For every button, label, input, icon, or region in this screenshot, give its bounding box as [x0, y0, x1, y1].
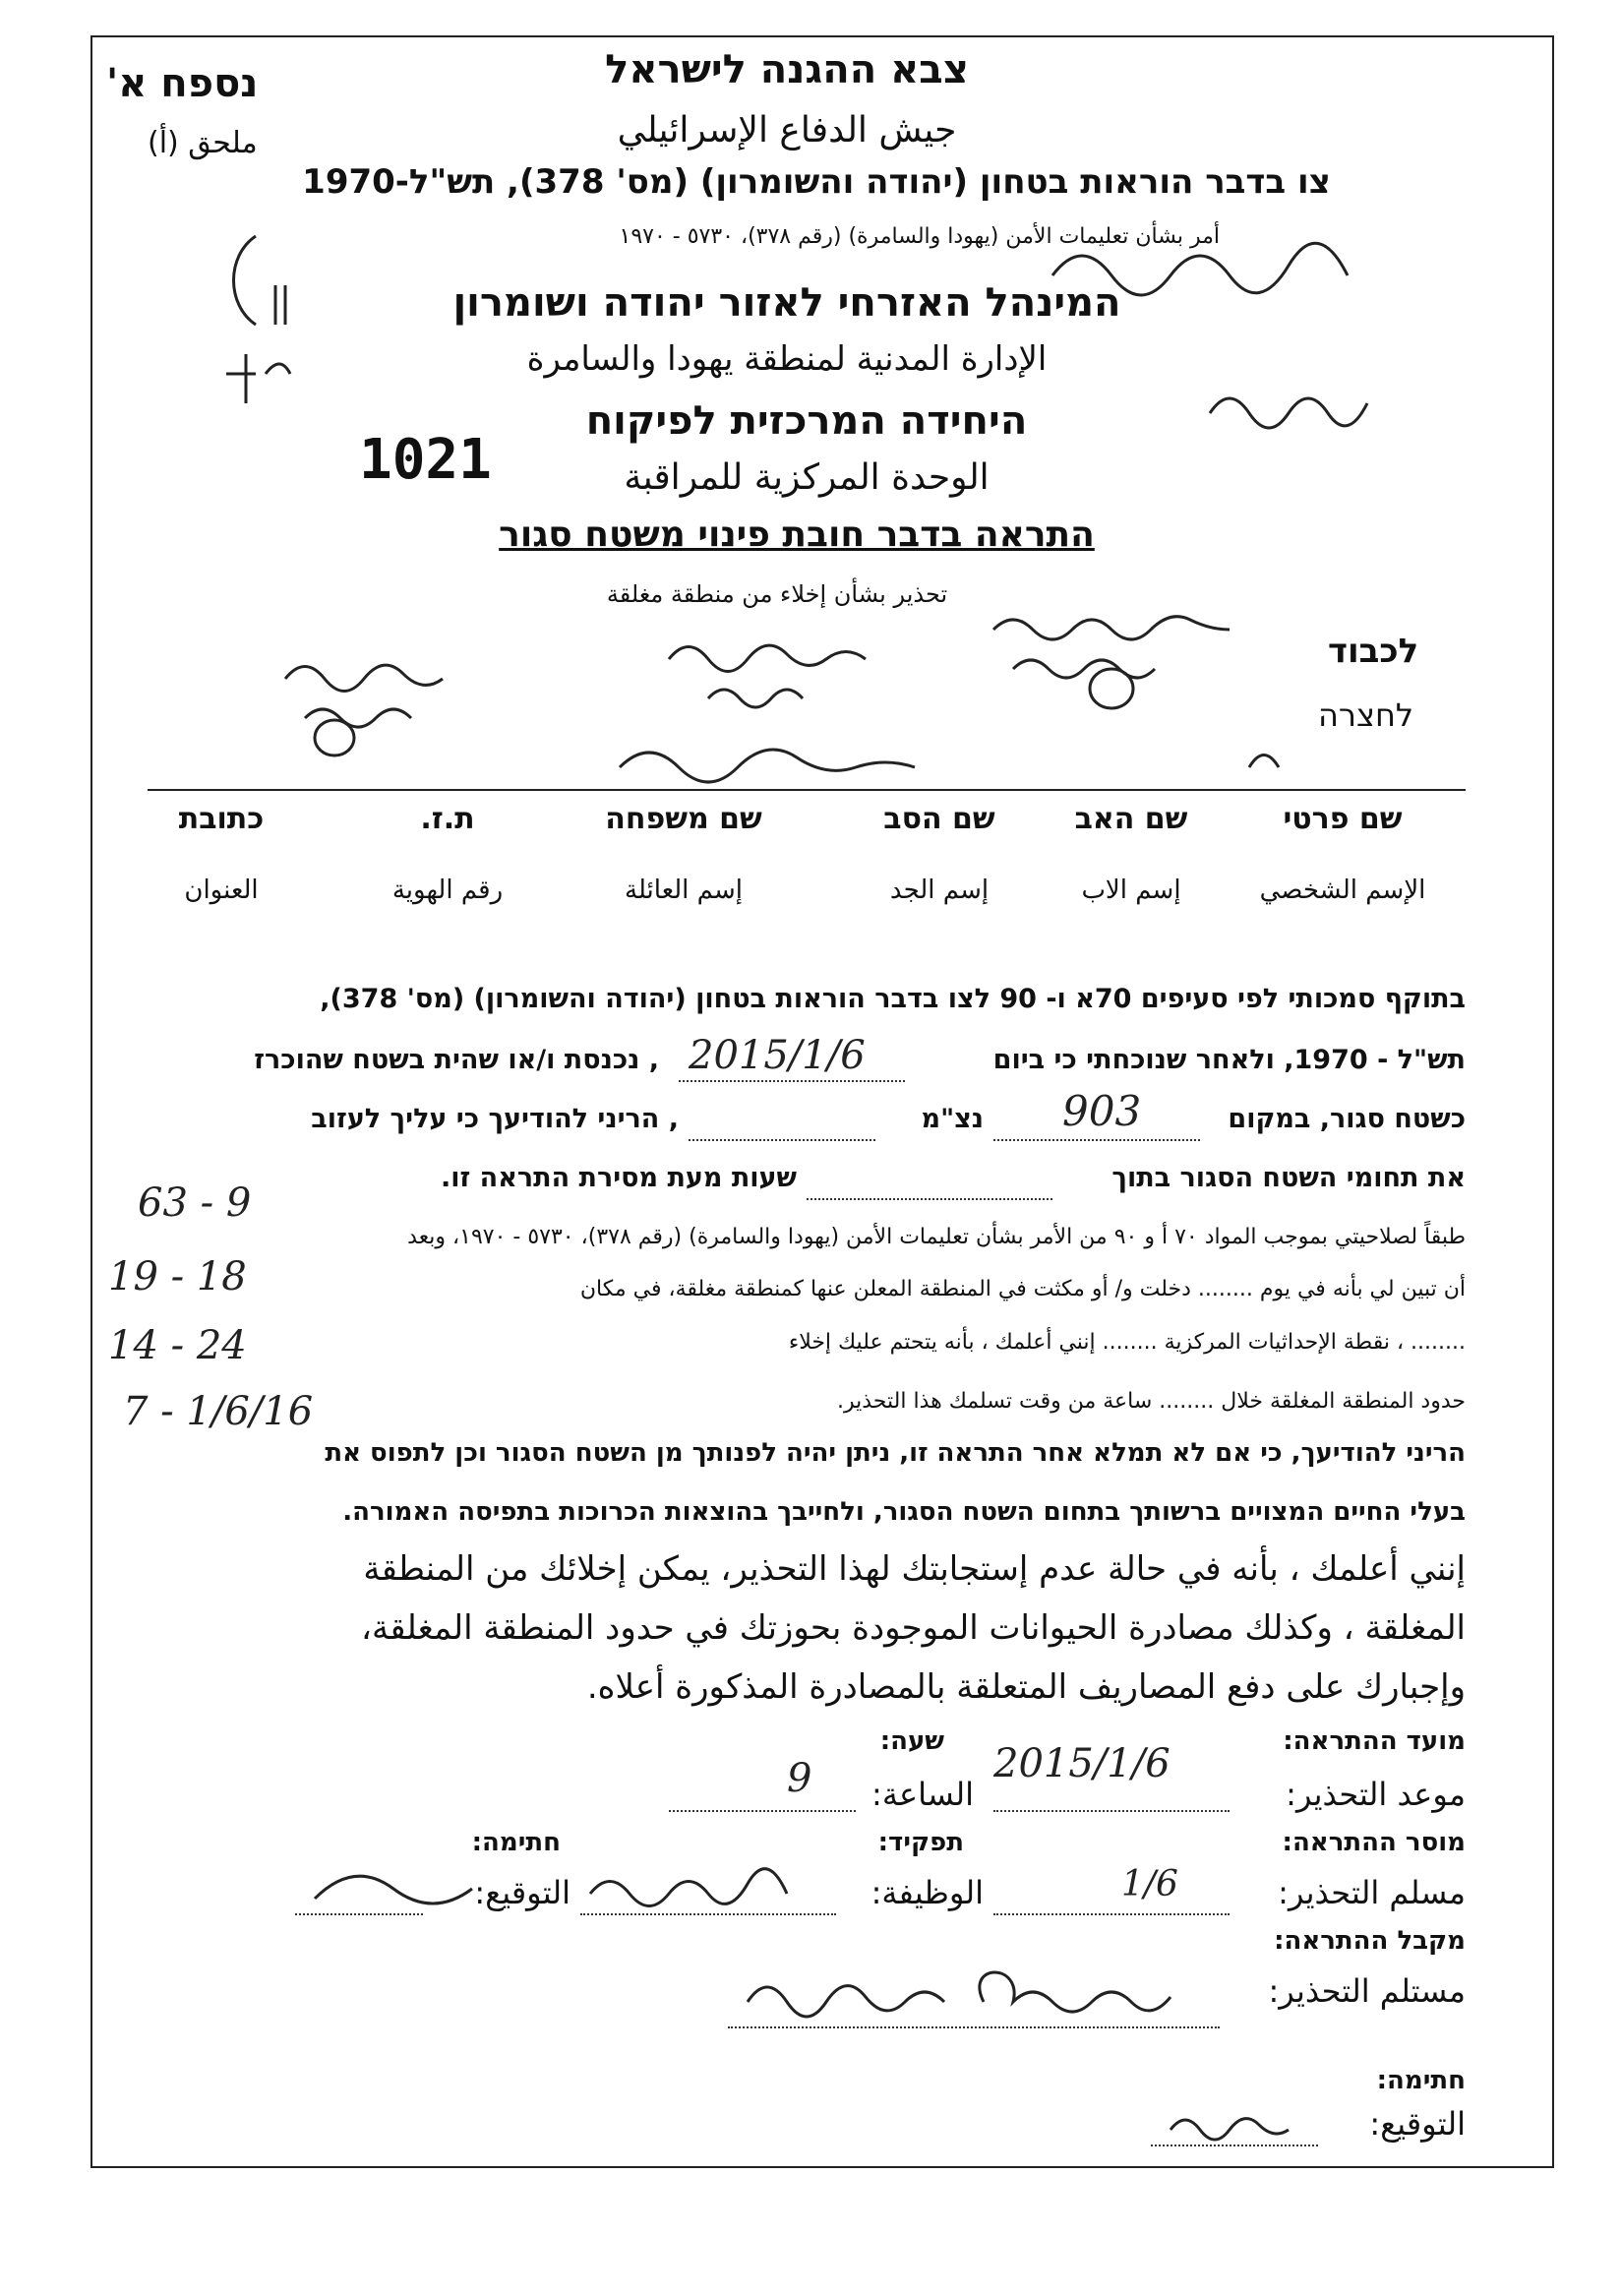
coords-blank [689, 1139, 875, 1141]
handwritten-date: 2015/1/6 [689, 1033, 866, 1078]
hour-label-ar: الساعة: [871, 1776, 974, 1813]
body-he-line3-c: , הריני להודיעך כי עליך לעזוב [311, 1104, 679, 1134]
body-ar-p2-line3: وإجبارك على دفع المصاريف المتعلقة بالمصادرة المذكورة أعلاه. [586, 1667, 1466, 1707]
col-family-name-ar: إسم العائلة [625, 876, 743, 905]
annex-label-he: נספח א' [106, 61, 259, 106]
hour-blank [669, 1810, 856, 1812]
receiver-name-handwritten [728, 1953, 1220, 2031]
body-ar-p2-line1: إنني أعلمك ، بأنه في حالة عدم إستجابتك لهذا التحذير، يمكن إخلائك من المنطقة [363, 1549, 1466, 1589]
order-title-he: צו בדבר הוראות בטחון (יהודה והשומרון) (מס' 378), תש"ל-1970 [302, 162, 1331, 202]
place-blank [993, 1139, 1200, 1141]
body-he-line1: בתוקף סמכותי לפי סעיפים 70א ו- 90 לצו בדבר הוראות בטחון (יהודה והשומרון) (מס' 378), [320, 984, 1466, 1014]
col-father-name-ar: إسم الاب [1081, 876, 1181, 905]
receiver-label-ar: مستلم التحذير: [1268, 1972, 1466, 2010]
col-address-ar: العنوان [184, 876, 259, 905]
col-grandfather-name-ar: إسم الجد [889, 876, 990, 905]
handwritten-place: 903 [1062, 1087, 1142, 1135]
body-he-line3-a: כשטח סגור, במקום [1228, 1104, 1466, 1134]
role-label-he: תפקיד: [877, 1828, 964, 1857]
body-he-line4-a: את תחומי השטח הסגור בתוך [1111, 1163, 1466, 1193]
col-first-name-he: שם פרטי [1283, 802, 1403, 836]
sign2-label-ar: التوقيع: [1369, 2105, 1466, 2143]
handwritten-note-1: 63 - 9 [138, 1180, 252, 1226]
handwritten-note-3: 14 - 24 [108, 1323, 247, 1368]
body-he-line4-b: שעות מעת מסירת התראה זו. [440, 1163, 797, 1193]
body-he-p2-line1: הריני להודיעך, כי אם לא תמלא אחר התראה זו, ניתן יהיה לפנותך מן השטח הסגור וכן לתפוס את [325, 1438, 1466, 1468]
body-ar-line1: طبقاً لصلاحيتي بموجب المواد ٧٠ أ و ٩٠ من الأمر بشأن تعليمات الأمن (يهودا والسامرة) (رقم ٣٧٨)، ٥٧٣٠ - ١٩٧٠، وبعد [407, 1225, 1466, 1249]
supervision-unit-ar: الوحدة المركزية للمراقبة [624, 457, 990, 498]
hours-blank [807, 1198, 1052, 1200]
col-first-name-ar: الإسم الشخصي [1259, 876, 1426, 905]
hour-label-he: שעה: [879, 1726, 944, 1756]
handwritten-deliverer: 1/6 [1121, 1864, 1178, 1904]
handwritten-hour: 9 [787, 1756, 812, 1801]
deliverer-signature [295, 1849, 846, 1918]
handwritten-note-4: 7 - 1/6/16 [123, 1389, 314, 1434]
handwritten-side-marks [216, 226, 305, 423]
col-grandfather-name-he: שם הסב [883, 802, 995, 836]
body-ar-line4: حدود المنطقة المغلقة خلال ........ ساعة من وقت تسلمك هذا التحذير. [837, 1389, 1466, 1414]
warning-title-ar: تحذير بشأن إخلاء من منطقة مغلقة [606, 580, 948, 608]
receiver-blank [728, 2026, 1220, 2028]
receiver-signature [1161, 2095, 1308, 2145]
date-blank [679, 1080, 905, 1082]
col-id-he: ת.ז. [420, 802, 475, 836]
warning-time-label-he: מועד ההתראה: [1283, 1726, 1466, 1756]
handwritten-top-right [1033, 216, 1426, 512]
receiver-label-he: מקבל ההתראה: [1274, 1926, 1466, 1956]
deliverer-label-he: מוסר ההתראה: [1282, 1828, 1466, 1857]
body-he-line2-b: , נכנסת ו/או שהית בשטח שהוכרז [254, 1045, 659, 1075]
idf-title-ar: جيش الدفاع الإسرائيلي [617, 110, 957, 151]
body-ar-line2: أن تبين لي بأنه في يوم ........ دخلت و/ أو مكثت في المنطقة المعلن عنها كمنطقة مغلقة، في مكان [579, 1277, 1466, 1301]
deliverer-blank [993, 1913, 1230, 1915]
body-he-p2-line2: בעלי החיים המצויים ברשותך בתחום השטח הסגור, ולחייבך בהוצאות הכרוכות בתפיסה האמורה. [342, 1497, 1466, 1527]
deliverer-label-ar: مسلم التحذير: [1278, 1874, 1466, 1911]
idf-title-he: צבא ההגנה לישראל [605, 47, 969, 92]
civil-admin-ar: الإدارة المدنية لمنطقة يهودا والسامرة [526, 339, 1048, 379]
sign2-label-he: חתימה: [1376, 2066, 1466, 2095]
recipient-underline [148, 789, 1466, 791]
warning-title-he: התראה בדבר חובת פינוי משטח סגור [499, 514, 1095, 555]
sign-label-he: חתימה: [471, 1828, 561, 1857]
supervision-unit-he: היחידה המרכזית לפיקוח [585, 398, 1028, 444]
handwritten-note-2: 19 - 18 [108, 1254, 247, 1299]
col-family-name-he: שם משפחה [605, 802, 762, 836]
col-father-name-he: שם האב [1074, 802, 1188, 836]
receiver-sign-blank [1151, 2145, 1318, 2146]
body-he-line3-b: נצ"מ [921, 1104, 984, 1134]
col-id-ar: رقم الهوية [391, 876, 504, 905]
warning-date-blank [993, 1810, 1230, 1812]
col-address-he: כתובת [178, 802, 265, 836]
body-he-line2-a: תש"ל - 1970, ולאחר שנוכחתי כי ביום [992, 1045, 1466, 1075]
order-title-ar: أمر بشأن تعليمات الأمن (يهودا والسامرة) (رقم ٣٧٨)، ٥٧٣٠ - ١٩٧٠ [619, 224, 1220, 249]
body-ar-p2-line2: المغلقة ، وكذلك مصادرة الحيوانات الموجودة بحوزتك في حدود المنطقة المغلقة، [361, 1608, 1466, 1648]
form-number: 1021 [359, 428, 492, 492]
civil-admin-he: המינהל האזרחי לאזור יהודה ושומרון [452, 280, 1121, 326]
body-ar-line3: ........ ، نقطة الإحداثيات المركزية ........ إنني أعلمك ، بأنه يتحتم عليك إخلاء [788, 1330, 1466, 1355]
annex-label-ar: ملحق (أ) [148, 126, 258, 160]
handwritten-warning-date: 2015/1/6 [993, 1741, 1171, 1786]
handwritten-recipient-names [246, 590, 1308, 797]
role-label-ar: الوظيفة: [871, 1874, 984, 1911]
attn-label-he: לחצרה [1318, 696, 1414, 734]
to-label-he: לכבוד [1328, 632, 1419, 671]
warning-time-label-ar: موعد التحذير: [1286, 1776, 1466, 1813]
sign-label-ar: التوقيع: [474, 1874, 570, 1911]
